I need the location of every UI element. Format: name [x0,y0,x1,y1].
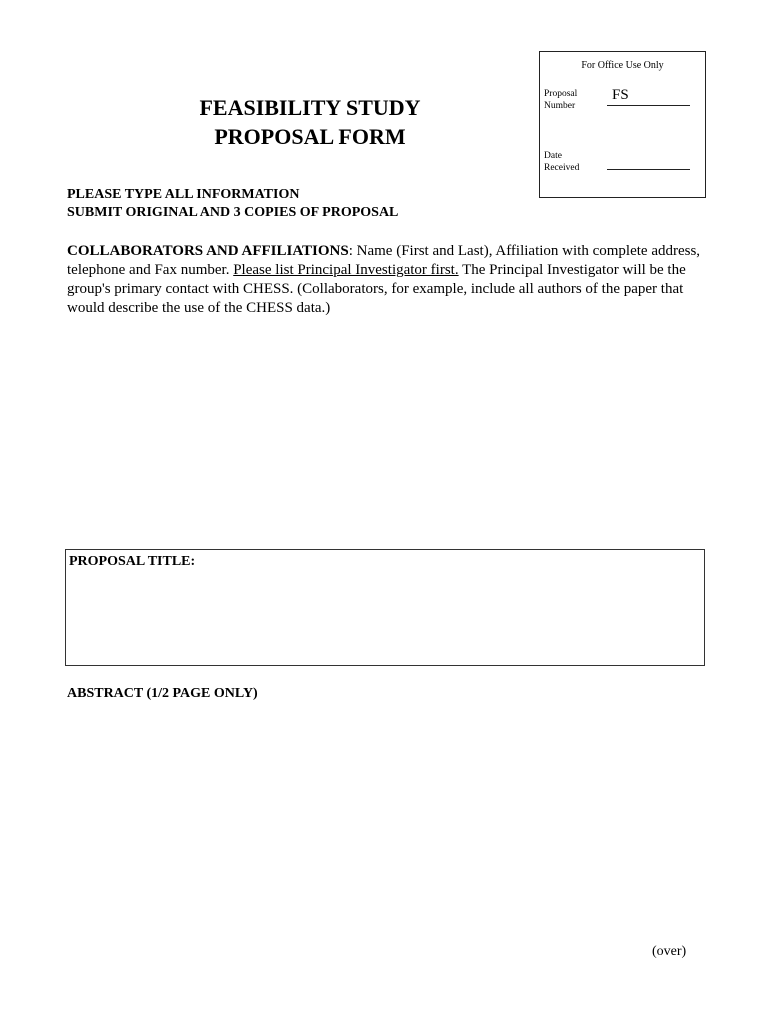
collaborators-text1: : Name (First and Last), Affiliation with complete address, telephone and Fax number. [67,243,701,278]
proposal-number-field[interactable] [607,105,690,106]
date-received-field[interactable] [607,169,690,170]
over-note: (over) [652,944,687,959]
form-title [160,93,460,151]
abstract-label: ABSTRACT (1/2 PAGE ONLY) [67,686,258,701]
office-use-title: For Office Use Only [581,60,664,71]
form-title-line2: PROPOSAL FORM [214,124,406,149]
date-received-label [544,150,579,174]
collaborators-heading: COLLABORATORS AND AFFILIATIONS [67,243,349,259]
form-title-line1: FEASIBILITY STUDY [199,95,421,120]
collaborators-pi-note: Please list Principal Investigator first. [233,262,459,278]
office-use-box [539,51,706,198]
proposal-number-label [544,88,577,112]
date-received-label-line1: Date [544,151,562,161]
proposal-number-label-line2: Number [544,101,576,111]
collaborators-text2: The Principal Investigator will be the group's primary contact with CHESS. (Collaborators, for example, include all authors of the paper that would describe the use of the CHESS data.) [67,262,686,316]
collaborators-section [67,242,707,318]
proposal-number-value: FS [612,87,629,103]
instructions-line2: SUBMIT ORIGINAL AND 3 COPIES OF PROPOSAL [67,205,399,220]
proposal-title-label: PROPOSAL TITLE: [69,554,196,569]
instructions-line1: PLEASE TYPE ALL INFORMATION [67,187,300,202]
proposal-number-label-line1: Proposal [544,89,578,99]
proposal-title-box[interactable] [65,549,705,666]
date-received-label-line2: Received [544,163,580,173]
instructions [67,186,398,222]
